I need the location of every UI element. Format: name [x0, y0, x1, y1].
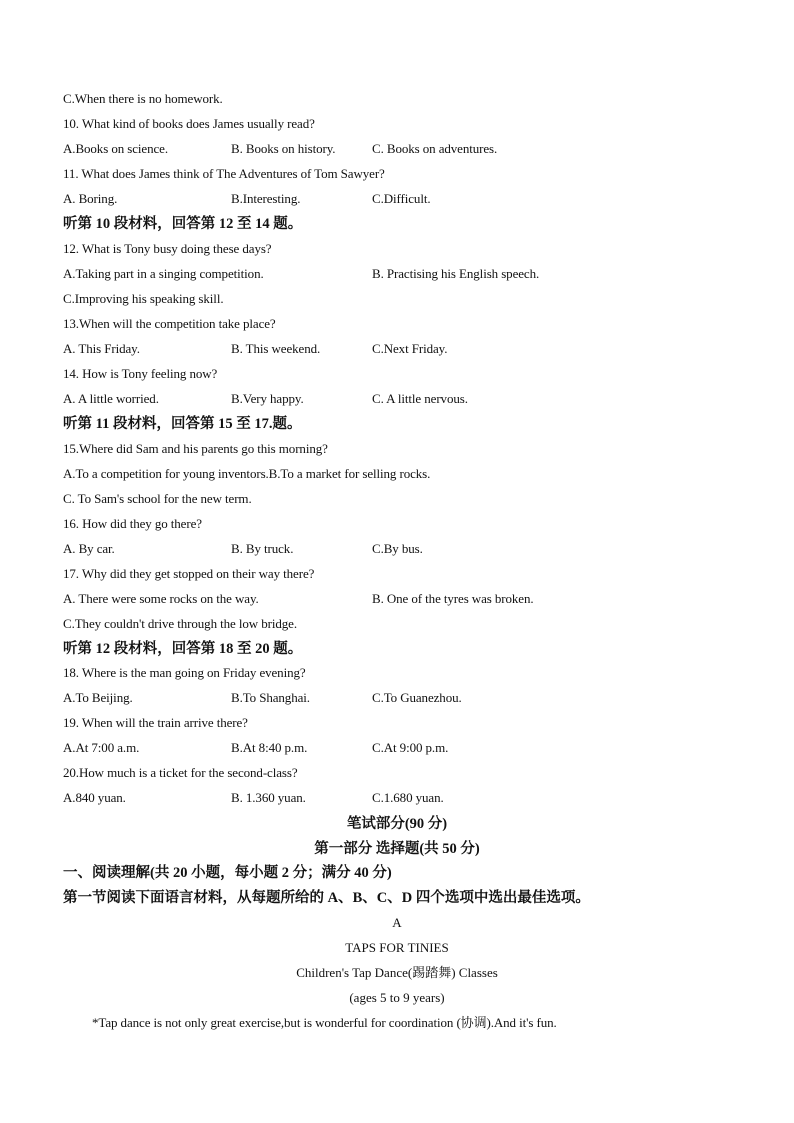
q12-option-c: C.Improving his speaking skill.: [63, 291, 224, 306]
section-10-heading: 听第 10 段材料，回答第 12 至 14 题。: [63, 216, 303, 232]
q10-option-b: B. Books on history.: [231, 141, 336, 156]
q18-option-b: B.To Shanghai.: [231, 690, 310, 705]
passage-letter: A: [392, 915, 402, 930]
q16-option-c: C.By bus.: [372, 541, 423, 556]
q10-option-c: C. Books on adventures.: [372, 141, 498, 156]
q17-option-b: B. One of the tyres was broken.: [372, 591, 534, 606]
q14-option-a: A. A little worried.: [63, 391, 159, 406]
q14-option-b: B.Very happy.: [231, 391, 304, 406]
q15-question: 15.Where did Sam and his parents go this morning?: [63, 441, 328, 456]
q18-option-c: C.To Guanezhou.: [372, 690, 462, 705]
q19-option-b: B.At 8:40 p.m.: [231, 740, 308, 755]
q19-option-c: C.At 9:00 p.m.: [372, 740, 449, 755]
section-12-heading: 听第 12 段材料，回答第 18 至 20 题。: [63, 641, 303, 657]
q14-question: 14. How is Tony feeling now?: [63, 366, 218, 381]
written-part-heading: 笔试部分(90 分): [346, 816, 448, 832]
q17-question: 17. Why did they get stopped on their way there?: [63, 566, 315, 581]
part-one-heading: 第一部分 选择题(共 50 分): [314, 841, 480, 857]
reading-heading: 一、阅读理解(共 20 小题，每小题 2 分；满分 40 分): [63, 865, 392, 881]
q12-question: 12. What is Tony busy doing these days?: [63, 241, 272, 256]
q13-option-a: A. This Friday.: [63, 341, 140, 356]
reading-instruction: 第一节阅读下面语言材料，从每题所给的 A、B、C、D 四个选项中选出最佳选项。: [63, 890, 590, 906]
passage-subtitle: Children's Tap Dance(踢踏舞) Classes: [296, 965, 498, 980]
q11-option-a: A. Boring.: [63, 191, 118, 206]
q19-question: 19. When will the train arrive there?: [63, 715, 248, 730]
q20-option-a: A.840 yuan.: [63, 790, 126, 805]
q10-option-a: A.Books on science.: [63, 141, 168, 156]
q12-option-b: B. Practising his English speech.: [372, 266, 540, 281]
passage-ages: (ages 5 to 9 years): [349, 990, 445, 1005]
q16-question: 16. How did they go there?: [63, 516, 202, 531]
q13-question: 13.When will the competition take place?: [63, 316, 276, 331]
q16-option-b: B. By truck.: [231, 541, 294, 556]
q10-question: 10. What kind of books does James usually read?: [63, 116, 315, 131]
q13-option-c: C.Next Friday.: [372, 341, 448, 356]
q18-option-a: A.To Beijing.: [63, 690, 133, 705]
q17-option-a: A. There were some rocks on the way.: [63, 591, 259, 606]
passage-line-1: *Tap dance is not only great exercise,but is wonderful for coordination (协调).And it's fun.: [92, 1015, 557, 1030]
passage-title: TAPS FOR TINIES: [345, 940, 449, 955]
q11-option-c: C.Difficult.: [372, 191, 431, 206]
q15-options-ab: A.To a competition for young inventors.B.To a market for selling rocks.: [63, 466, 431, 481]
q20-question: 20.How much is a ticket for the second-class?: [63, 765, 298, 780]
q14-option-c: C. A little nervous.: [372, 391, 468, 406]
q16-option-a: A. By car.: [63, 541, 115, 556]
q11-option-b: B.Interesting.: [231, 191, 301, 206]
q19-option-a: A.At 7:00 a.m.: [63, 740, 140, 755]
q20-option-b: B. 1.360 yuan.: [231, 790, 306, 805]
section-11-heading: 听第 11 段材料，回答第 15 至 17.题。: [63, 416, 302, 432]
q20-option-c: C.1.680 yuan.: [372, 790, 444, 805]
q13-option-b: B. This weekend.: [231, 341, 321, 356]
q12-option-a: A.Taking part in a singing competition.: [63, 266, 264, 281]
q18-question: 18. Where is the man going on Friday evening?: [63, 665, 306, 680]
q11-question: 11. What does James think of The Adventures of Tom Sawyer?: [63, 166, 385, 181]
q15-option-c: C. To Sam's school for the new term.: [63, 491, 252, 506]
q17-option-c: C.They couldn't drive through the low bridge.: [63, 616, 297, 631]
q9-option-c: C.When there is no homework.: [63, 91, 223, 106]
